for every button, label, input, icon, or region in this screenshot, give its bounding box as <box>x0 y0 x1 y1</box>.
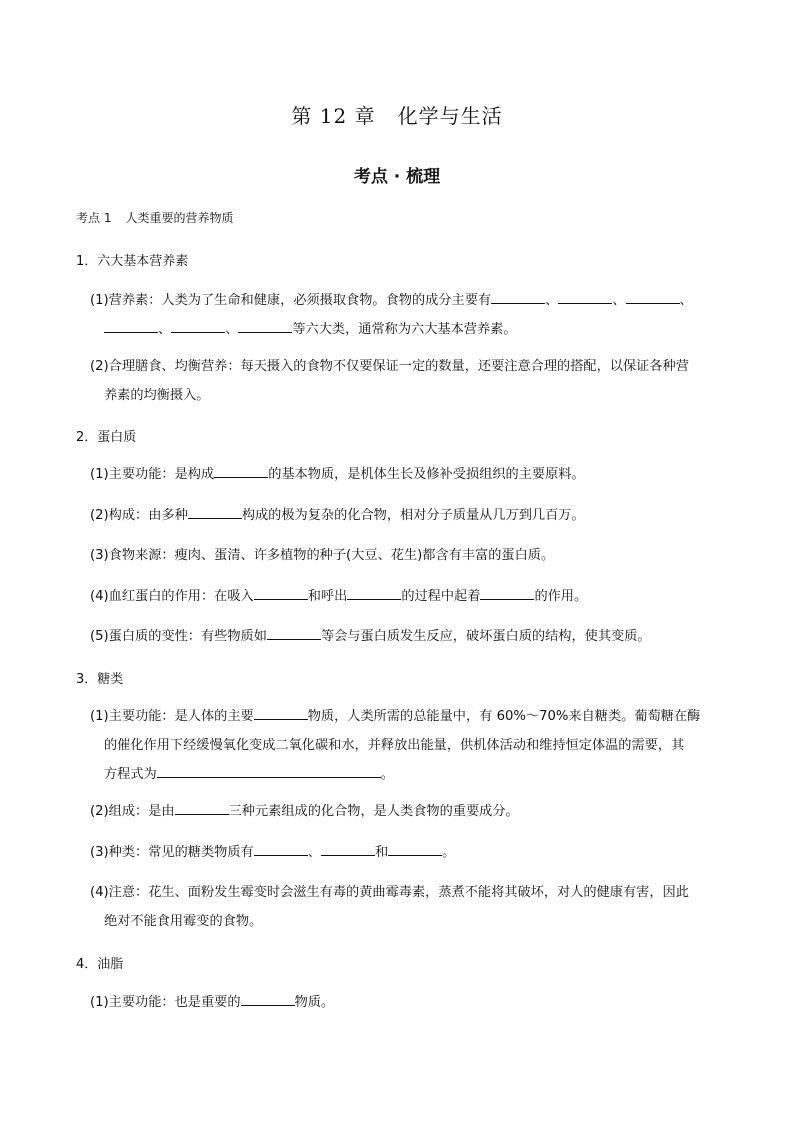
section-4-heading: 4．油脂 <box>76 957 124 972</box>
section-1-item-2: (2)合理膳食、均衡营养：每天摄入的食物不仅要保证一定的数量，还要注意合理的搭配，以保证各种营 养素的均衡摄入。 <box>90 359 689 403</box>
section-4-item-1: (1)主要功能：也是重要的 物质。 <box>90 988 730 1017</box>
section-1-item-1: (1)营养素：人类为了生命和健康，必须摄取食物。食物的成分主要有 、 、 、 、 、 等六大类，通常称为六大基本营养素。 <box>90 286 730 344</box>
section-3-item-1: (1)主要功能：是人体的主要 物质，人类所需的总能量中，有 60%～70%来自糖类。葡萄糖在酶 的催化作用下经缓慢氧化变成二氧化碳和水，并释放出能量，供机体活动和维持恒定体温的需要，其 方程式为 。 <box>90 702 730 789</box>
topic-text: 人类重要的营养物质 <box>125 211 234 225</box>
answer-blank[interactable] <box>238 318 292 333</box>
section-3-item-3: (3)种类：常见的糖类物质有 、 和 。 <box>90 838 730 867</box>
answer-blank[interactable] <box>388 841 442 856</box>
section-3-heading: 3．糖类 <box>76 672 124 687</box>
section-1-heading: 1．六大基本营养素 <box>76 254 189 269</box>
answer-blank[interactable] <box>214 463 268 478</box>
answer-blank[interactable] <box>491 289 545 304</box>
answer-blank[interactable] <box>267 625 321 640</box>
answer-blank[interactable] <box>175 800 229 815</box>
section-2-item-4: (4)血红蛋白的作用：在吸入 和呼出 的过程中起着 的作用。 <box>90 582 730 611</box>
section-title: 考点 · 梳理 <box>353 167 441 187</box>
chapter-name: 化学与生活 <box>397 104 503 128</box>
section-2-item-2: (2)构成：由多种 构成的极为复杂的化合物，相对分子质量从几万到几百万。 <box>90 501 730 530</box>
answer-blank[interactable] <box>254 841 308 856</box>
section-2-heading: 2．蛋白质 <box>76 430 137 445</box>
answer-blank[interactable] <box>480 585 534 600</box>
chapter-title <box>0 100 794 129</box>
answer-blank[interactable] <box>254 705 308 720</box>
section-3-item-2: (2)组成：是由 三种元素组成的化合物，是人类食物的重要成分。 <box>90 797 730 826</box>
answer-blank[interactable] <box>241 991 295 1006</box>
equation-blank[interactable] <box>157 763 381 778</box>
answer-blank[interactable] <box>188 504 242 519</box>
topic-heading <box>76 209 233 226</box>
answer-blank[interactable] <box>254 585 308 600</box>
section-3-item-4: (4)注意：花生、面粉发生霉变时会滋生有毒的黄曲霉毒素，蒸煮不能将其破坏，对人的健康有害，因此 绝对不能食用霉变的食物。 <box>90 885 689 929</box>
section-2-item-3: (3)食物来源：瘦肉、蛋清、许多植物的种子(大豆、花生)都含有丰富的蛋白质。 <box>90 548 555 563</box>
answer-blank[interactable] <box>171 318 225 333</box>
answer-blank[interactable] <box>104 318 158 333</box>
section-2-item-5: (5)蛋白质的变性：有些物质如 等会与蛋白质发生反应，破坏蛋白质的结构，使其变质。 <box>90 622 730 651</box>
section-2-item-1: (1)主要功能：是构成 的基本物质，是机体生长及修补受损组织的主要原料。 <box>90 460 730 489</box>
topic-label: 考点 1 <box>76 211 112 225</box>
answer-blank[interactable] <box>321 841 375 856</box>
chapter-number: 第 12 章 <box>291 104 376 128</box>
answer-blank[interactable] <box>558 289 612 304</box>
answer-blank[interactable] <box>347 585 401 600</box>
answer-blank[interactable] <box>626 289 680 304</box>
